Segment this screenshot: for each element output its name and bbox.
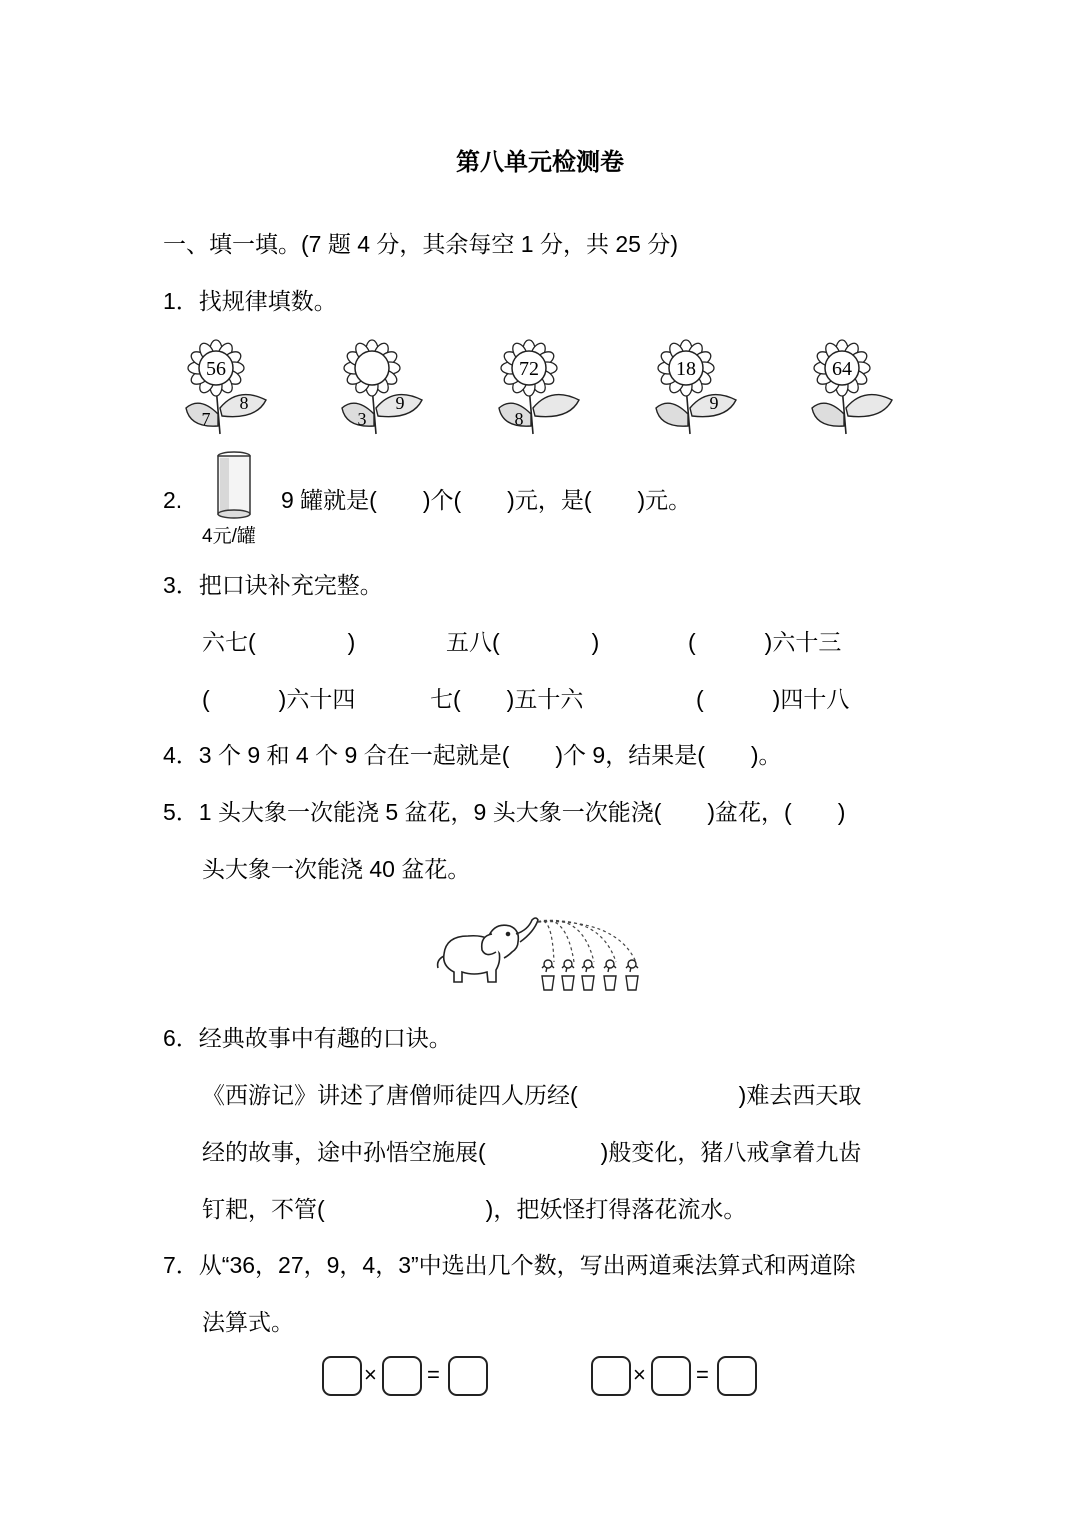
- section-heading: 一、填一填。(7 题 4 分，其余每空 1 分，共 25 分): [163, 231, 679, 257]
- question-6: 6．经典故事中有趣的口诀。: [163, 1025, 452, 1051]
- equals-sign: =: [696, 1362, 709, 1387]
- answer-box[interactable]: [448, 1356, 488, 1396]
- rhyme-blank: 五八( ): [446, 629, 600, 655]
- rhyme-blank: ( )六十四: [202, 686, 356, 712]
- left-leaf-number: 8: [514, 409, 524, 429]
- answer-box[interactable]: [591, 1356, 631, 1396]
- equals-sign: =: [427, 1362, 440, 1387]
- question-6-line3: 钉耙，不管( )，把妖怪打得落花流水。: [202, 1196, 747, 1222]
- question-7-line2: 法算式。: [202, 1309, 294, 1335]
- answer-box[interactable]: [717, 1356, 757, 1396]
- question-6-line1: 《西游记》讲述了唐僧师徒四人历经( )难去西天取: [202, 1082, 862, 1108]
- left-leaf-number: 3: [357, 409, 367, 429]
- question-2: 9 罐就是( )个( )元，是( )元。: [281, 487, 692, 513]
- sunflower: [493, 338, 583, 438]
- sunflower: [806, 338, 896, 438]
- flower-center-number: 64: [832, 358, 852, 380]
- can-price-label: 4元/罐: [202, 526, 256, 547]
- times-sign: ×: [364, 1362, 377, 1387]
- rhyme-blank: 七( )五十六: [430, 686, 584, 712]
- can-icon: [210, 450, 258, 522]
- question-4: 4．3 个 9 和 4 个 9 合在一起就是( )个 9，结果是( )。: [163, 742, 782, 768]
- question-6-line2: 经的故事，途中孙悟空施展( )般变化，猪八戒拿着九齿: [202, 1139, 862, 1165]
- right-leaf-number: 9: [709, 393, 719, 413]
- left-leaf-number: 7: [201, 409, 211, 429]
- rhyme-blank: 六七( ): [202, 629, 356, 655]
- rhyme-blank: ( )六十三: [688, 629, 842, 655]
- answer-box[interactable]: [651, 1356, 691, 1396]
- flower-center-number: 56: [206, 358, 226, 380]
- question-5-line2: 头大象一次能浇 40 盆花。: [202, 856, 471, 882]
- sunflower: [336, 338, 426, 438]
- question-2-number: 2.: [163, 487, 183, 513]
- right-leaf-number: 8: [239, 393, 249, 413]
- sunflower: [650, 338, 740, 438]
- sunflower: [180, 338, 270, 438]
- rhyme-blank: ( )四十八: [696, 686, 850, 712]
- page-title: 第八单元检测卷: [456, 149, 624, 176]
- question-5-line1: 5．1 头大象一次能浇 5 盆花，9 头大象一次能浇( )盆花，( ): [163, 799, 846, 825]
- question-1: 1．找规律填数。: [163, 288, 337, 314]
- question-7-line1: 7．从“36，27，9，4，3”中选出几个数，写出两道乘法算式和两道除: [163, 1252, 856, 1278]
- elephant-watering-illustration: [432, 912, 648, 996]
- times-sign: ×: [633, 1362, 646, 1387]
- answer-box[interactable]: [322, 1356, 362, 1396]
- flower-center-number: 18: [676, 358, 696, 380]
- flower-center-number: 72: [519, 358, 539, 380]
- right-leaf-number: 9: [395, 393, 405, 413]
- question-3: 3．把口诀补充完整。: [163, 572, 383, 598]
- answer-box[interactable]: [382, 1356, 422, 1396]
